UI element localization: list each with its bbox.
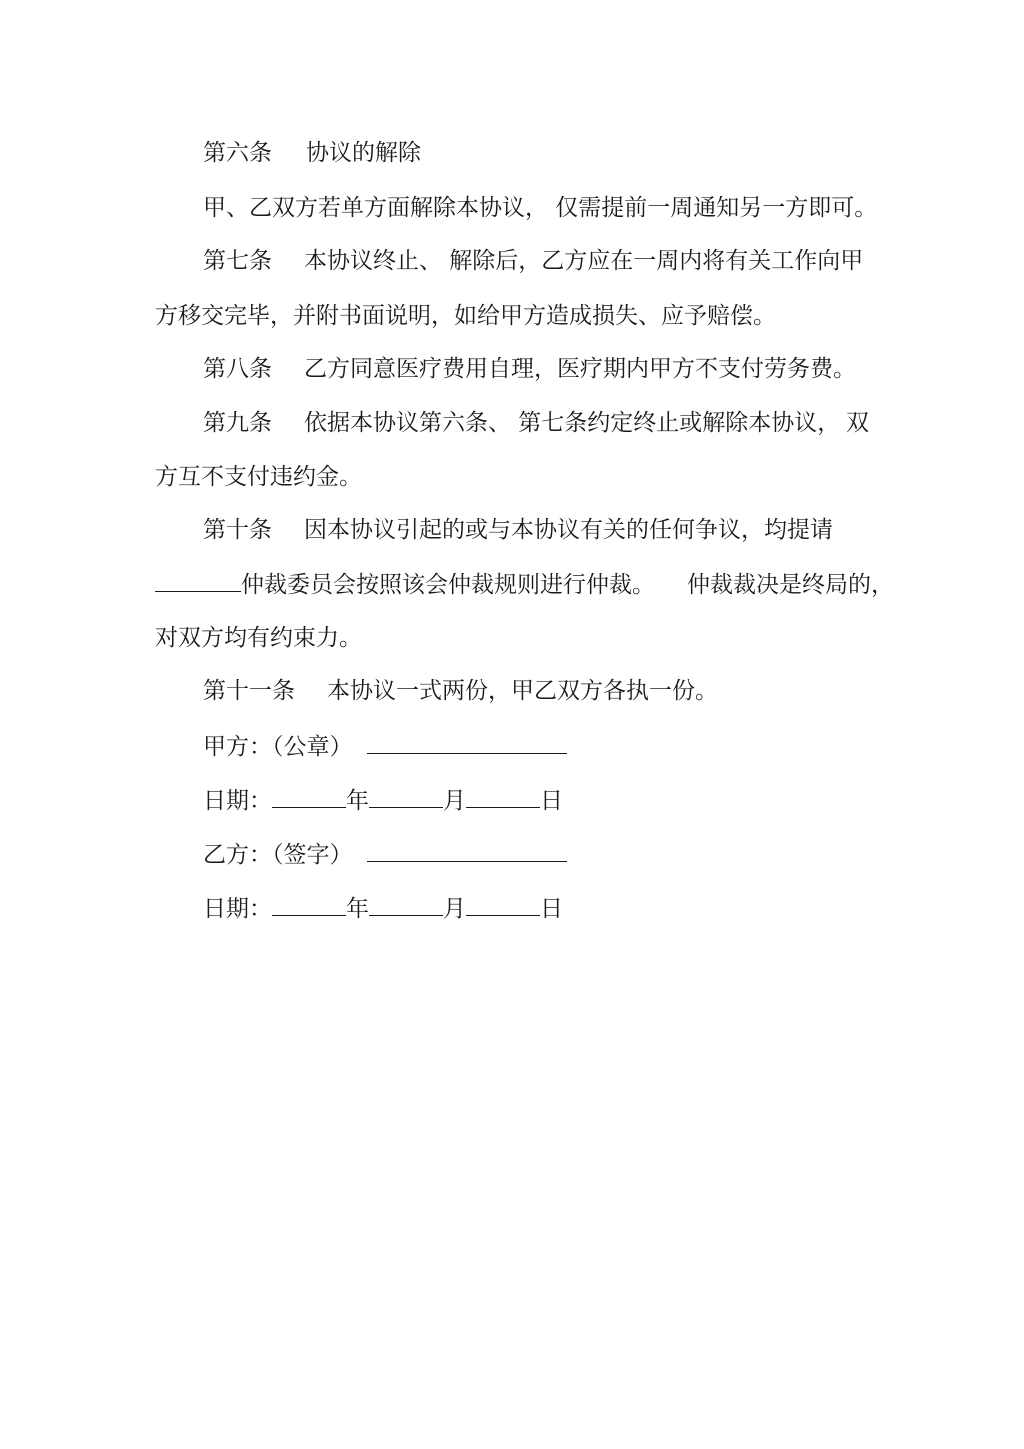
article-10-line-3: 对双方均有约束力。 (155, 625, 362, 651)
article-8-label: 第八条 (203, 356, 272, 382)
article-9-line-1 (203, 408, 840, 438)
party-a-month-blank[interactable] (369, 785, 443, 808)
party-a-seal-blank[interactable] (367, 731, 567, 754)
article-6-heading (203, 138, 421, 168)
article-7-text-1: 本协议终止、 解除后，乙方应在一周内将有关工作向甲 (304, 248, 864, 274)
article-9-line-1-end: 双 (846, 410, 869, 436)
article-6-body: 甲、乙双方若单方面解除本协议， 仅需提前一周通知另一方即可。 (203, 195, 878, 221)
party-b-day-blank[interactable] (466, 893, 540, 916)
party-a-label: 甲方：（公章） (203, 734, 353, 760)
date-label: 日期： (203, 896, 272, 922)
day-label: 日 (540, 788, 563, 814)
date-label: 日期： (203, 788, 272, 814)
party-b-signature-blank[interactable] (367, 839, 567, 862)
article-6-label: 第六条 (203, 140, 272, 166)
day-label: 日 (540, 896, 563, 922)
party-a-year-blank[interactable] (272, 785, 346, 808)
party-b-signature-line (203, 839, 567, 870)
year-label: 年 (346, 788, 369, 814)
article-10-label: 第十条 (203, 517, 272, 543)
article-7-label: 第七条 (203, 248, 272, 274)
article-9-text-1: 依据本协议第六条、 第七条约定终止或解除本协议， (304, 410, 841, 436)
party-b-month-blank[interactable] (369, 893, 443, 916)
article-8-text: 乙方同意医疗费用自理，医疗期内甲方不支付劳务费。 (304, 356, 856, 382)
article-10-text-1: 因本协议引起的或与本协议有关的任何争议，均提请 (304, 517, 833, 543)
article-6-title: 协议的解除 (306, 140, 421, 166)
article-7-line-2: 方移交完毕，并附书面说明，如给甲方造成损失、应予赔偿。 (155, 303, 776, 329)
article-8 (203, 354, 856, 384)
party-a-date-line (203, 785, 563, 816)
article-10-line-1 (203, 515, 833, 545)
article-9-label: 第九条 (203, 410, 272, 436)
article-11-label: 第十一条 (203, 678, 295, 704)
party-b-date-line (203, 893, 563, 924)
party-a-day-blank[interactable] (466, 785, 540, 808)
article-11 (203, 676, 718, 706)
article-10-line-2 (155, 569, 894, 600)
article-9-line-2: 方互不支付违约金。 (155, 464, 362, 490)
year-label: 年 (346, 896, 369, 922)
party-b-year-blank[interactable] (272, 893, 346, 916)
article-11-text: 本协议一式两份，甲乙双方各执一份。 (327, 678, 718, 704)
month-label: 月 (443, 788, 466, 814)
party-a-signature-line (203, 731, 567, 762)
article-10-text-2b: 仲裁裁决是终局的， (687, 572, 894, 598)
arbitration-commission-blank[interactable] (155, 569, 241, 592)
article-7-line-1 (203, 246, 863, 276)
month-label: 月 (443, 896, 466, 922)
party-b-label: 乙方：（签字） (203, 842, 353, 868)
article-10-text-2a: 仲裁委员会按照该会仲裁规则进行仲裁。 (241, 572, 655, 598)
